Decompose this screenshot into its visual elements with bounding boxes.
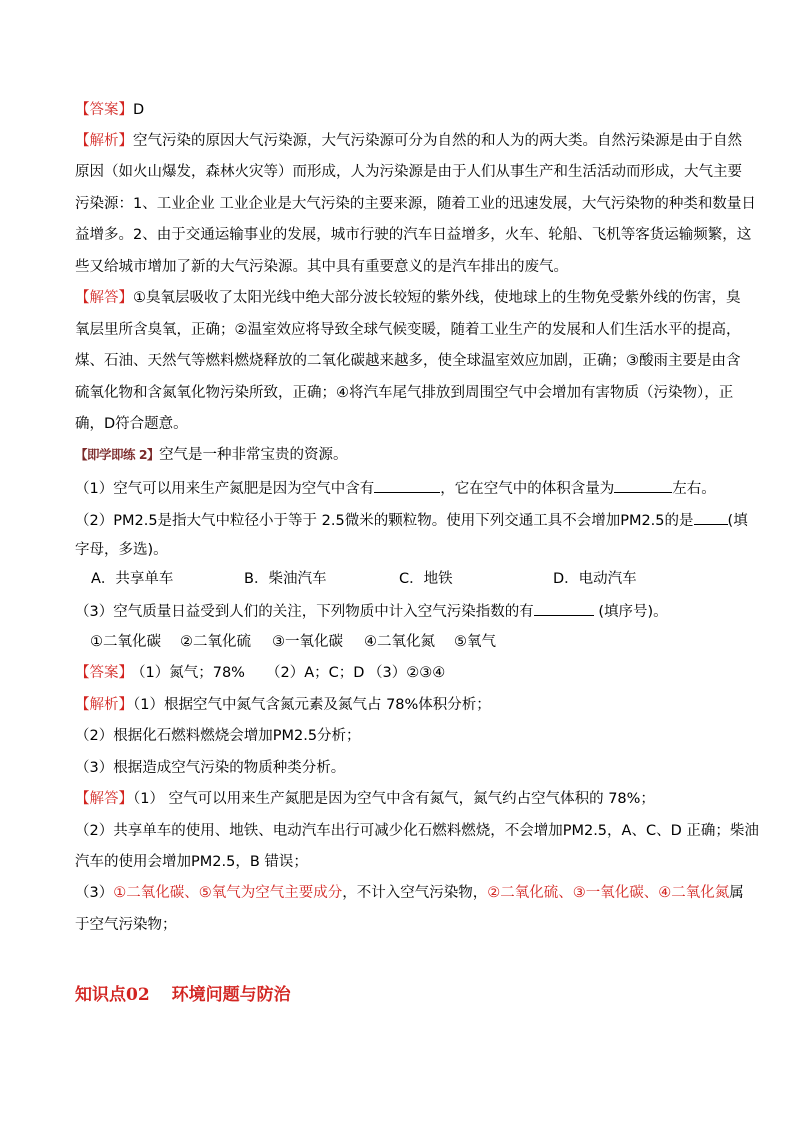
analysis2-line-2: （2）根据化石燃料燃烧会增加PM2.5分析； [75,728,361,744]
q1-text-b: ，它在空气中的体积含量为 [440,481,615,497]
option-a[interactable]: A．共享单车 [91,571,174,587]
solution-tag-2: 【解答】 [75,791,133,807]
q3-text-a: （3）空气质量日益受到人们的关注，下列物质中计入空气污染指数的有 [75,604,534,620]
answer-tag: 【答案】 [75,102,133,118]
analysis-line-3: 污染源：1、工业企业 工业企业是大气污染的主要来源，随着工业的迅速发展，大气污染物的种类和数量日 [75,196,756,212]
analysis-line-1 [75,132,742,150]
solution2-line-3: 汽车的使用会增加PM2.5，B 错误； [75,854,308,870]
substance-5: ⑤氧气 [454,634,496,650]
solution3-red-1: ①二氧化碳、⑤氧气为空气主要成分 [113,885,343,901]
solution2-line-2: （2）共享单车的使用、地铁、电动汽车出行可减少化石燃料燃烧，不会增加PM2.5，A、C、D 正确；柴油 [75,823,759,839]
solution2-text-1: （1） 空气可以用来生产氮肥是因为空气中含有氮气，氮气约占空气体积的 78%； [133,791,655,807]
q1-blank-2[interactable] [614,478,672,493]
question-2 [75,510,748,530]
knowledge-point-heading [75,980,291,1005]
question-3 [75,601,668,621]
analysis-tag: 【解析】 [75,133,133,149]
practice-badge: 【即学即练 2】 [75,447,160,462]
knowledge-number: 知识点02 [75,985,150,1005]
solution-line-2: 氧层里所含臭氧，正确；②温室效应将导致全球气候变暖，随着工业生产的发展和人们生活水平的提高， [75,322,741,338]
option-b[interactable]: B．柴油汽车 [244,571,327,587]
practice-header [75,446,348,464]
q1-text-a: （1）空气可以用来生产氮肥是因为空气中含有 [75,481,375,497]
analysis-tag-2: 【解析】 [75,697,133,713]
solution3-prefix: （3） [75,885,114,901]
solution2-line-5: 于空气污染物； [75,917,177,933]
substance-3: ③一氧化碳 [272,634,343,650]
answer-part-3: （3）②③④ [368,665,446,681]
solution-line-5: 确，D符合题意。 [75,416,188,432]
solution3-mid: ，不计入空气污染物， [342,885,488,901]
solution-line-4: 硫氧化物和含氮氧化物污染所致，正确；④将汽车尾气排放到周围空气中会增加有害物质（污染物），正 [75,385,734,401]
analysis-line-2: 原因（如火山爆发，森林火灾等）而形成，人为污染源是由于人们从事生产和生活活动而形成，大气主要 [75,164,742,180]
answer-tag-2: 【答案】 [75,665,133,681]
question-1 [75,478,716,498]
solution-line-1 [75,289,741,307]
solution2-line-1 [75,790,655,808]
answer-part-1: （1）氮气；78% [131,665,245,681]
substance-1: ①二氧化碳 [90,634,161,650]
answer-part-2: （2）A；C；D [266,665,365,681]
q2-blank[interactable] [694,510,728,525]
solution-line-3: 煤、石油、天然气等燃料燃烧释放的二氧化碳越来越多，使全球温室效应加剧，正确；③酸雨主要是由含 [75,353,741,369]
answer-line-1 [75,101,144,119]
analysis2-line-1 [75,696,491,714]
analysis-text: 空气污染的原因大气污染源，大气污染源可分为自然的和人为的两大类。自然污染源是由于自然 [133,133,742,149]
solution2-line-4 [75,884,744,902]
option-c[interactable]: C．地铁 [399,571,453,587]
solution-tag: 【解答】 [75,290,133,306]
q3-text-b: (填序号)。 [593,604,668,620]
substance-4: ④二氧化氮 [364,634,435,650]
substance-2: ②二氧化硫 [180,634,251,650]
q1-blank-1[interactable] [374,478,440,493]
solution-text: ①臭氧层吸收了太阳光线中绝大部分波长较短的紫外线，使地球上的生物免受紫外线的伤害，臭 [133,290,741,306]
q3-blank[interactable] [534,601,594,616]
q2-text-b: (填 [727,513,748,529]
knowledge-title: 环境问题与防治 [171,985,291,1005]
option-d[interactable]: D．电动汽车 [553,571,637,587]
q1-text-c: 左右。 [672,481,716,497]
analysis2-text-1: （1）根据空气中氮气含氮元素及氮气占 78%体积分析； [133,697,491,713]
q2-text-a: （2）PM2.5是指大气中粒径小于等于 2.5微米的颗粒物。使用下列交通工具不会增加PM2.5的是 [75,513,694,529]
solution3-suffix: 属 [729,885,744,901]
analysis-line-5: 些又给城市增加了新的大气污染源。其中具有重要意义的是汽车排出的废气。 [75,259,568,275]
practice-stem: 空气是一种非常宝贵的资源。 [159,447,348,463]
analysis-line-4: 益增多。2、由于交通运输事业的发展，城市行驶的汽车日益增多，火车、轮船、飞机等客货运输频繁，这 [75,227,752,243]
question-2-cont: 字母，多选)。 [75,542,168,558]
solution3-red-2: ②二氧化硫、③一氧化碳、④二氧化氮 [487,885,730,901]
analysis2-line-3: （3）根据造成空气污染的物质种类分析。 [75,760,346,776]
answer-value: D [133,102,145,118]
